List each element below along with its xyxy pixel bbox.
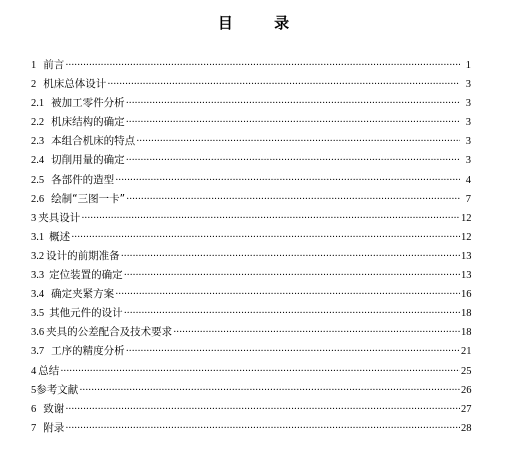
toc-entry-leader (124, 304, 460, 323)
toc-entry-page: 26 (461, 384, 472, 396)
toc-entry-number: 3.2 (31, 250, 45, 262)
toc-entry-page: 3 (465, 98, 471, 110)
toc-entry-label: 总结 (38, 364, 60, 377)
toc-entry-number: 2.4 (31, 155, 45, 167)
toc-entry-leader (115, 171, 460, 190)
toc-entry-3[interactable] (31, 209, 471, 228)
toc-entry-page: 28 (461, 422, 472, 434)
toc-entry-number: 5 (31, 384, 37, 396)
toc-entry-2-2[interactable] (31, 113, 471, 132)
toc-list (31, 56, 471, 438)
toc-entry-leader (65, 400, 460, 419)
toc-entry-label: 前言 (43, 59, 65, 71)
toc-entry-number: 2.1 (31, 98, 45, 110)
toc-entry-leader (60, 362, 460, 381)
toc-entry-2-6[interactable] (31, 190, 471, 209)
toc-entry-leader (126, 190, 460, 209)
toc-entry-leader (65, 56, 460, 75)
toc-entry-label: 定位装置的确定 (49, 269, 123, 282)
toc-entry-label: 各部件的造型 (51, 173, 115, 186)
toc-entry-leader (121, 247, 460, 266)
toc-entry-number: 7 (31, 422, 37, 434)
toc-entry-label: 确定夹紧方案 (51, 288, 115, 301)
toc-entry-label: 机床结构的确定 (51, 116, 125, 129)
toc-entry-page: 18 (461, 308, 472, 320)
toc-entry-leader (126, 113, 460, 132)
toc-entry-page: 16 (461, 289, 472, 301)
toc-entry-label: 切削用量的确定 (51, 154, 125, 167)
toc-entry-leader (81, 209, 460, 228)
toc-entry-6[interactable] (31, 400, 471, 419)
toc-entry-page: 27 (461, 403, 472, 415)
toc-entry-page: 3 (465, 136, 471, 148)
toc-entry-3-1[interactable] (31, 228, 471, 247)
toc-entry-number: 1 (31, 60, 37, 71)
toc-entry-number: 3.6 (31, 327, 45, 339)
toc-entry-label: 概述 (49, 230, 71, 243)
toc-entry-3-3[interactable] (31, 266, 471, 285)
toc-title: 目 录 (217, 14, 308, 32)
toc-entry-leader (126, 151, 460, 170)
toc-entry-number: 4 (31, 365, 37, 377)
toc-entry-3-4[interactable] (31, 285, 471, 304)
toc-entry-3-6[interactable] (31, 323, 471, 342)
toc-entry-page: 25 (461, 365, 472, 377)
toc-entry-3-2[interactable] (31, 247, 471, 266)
toc-entry-label: 被加工零件分析 (51, 97, 125, 110)
toc-entry-7[interactable] (31, 419, 471, 438)
toc-entry-leader (71, 228, 460, 247)
toc-entry-label: 本组合机床的特点 (51, 135, 136, 148)
toc-entry-2-5[interactable] (31, 171, 471, 190)
toc-entry-label: 夹具设计 (38, 211, 81, 224)
toc-entry-4[interactable] (31, 362, 471, 381)
toc-entry-5[interactable] (31, 381, 471, 400)
toc-entry-page: 13 (461, 270, 472, 282)
toc-entry-leader (136, 132, 460, 151)
toc-entry-page: 12 (461, 231, 472, 243)
toc-entry-label: 其他元件的设计 (49, 307, 123, 320)
toc-entry-2-3[interactable] (31, 132, 471, 151)
toc-entry-1[interactable] (31, 56, 471, 75)
toc-entry-leader (173, 323, 460, 342)
toc-entry-number: 3 (31, 212, 37, 224)
toc-entry-label: 参考文献 (36, 383, 79, 396)
toc-entry-label: 附录 (43, 421, 65, 434)
toc-entry-page: 3 (465, 155, 471, 167)
toc-entry-label: 夹具的公差配合及技术要求 (46, 326, 173, 339)
toc-entry-number: 2.5 (31, 174, 45, 186)
toc-entry-number: 3.3 (31, 270, 45, 282)
toc-entry-2[interactable] (31, 75, 471, 94)
toc-entry-number: 6 (31, 403, 37, 415)
toc-entry-page: 3 (465, 117, 471, 129)
toc-entry-2-1[interactable] (31, 94, 471, 113)
toc-entry-number: 2 (31, 79, 37, 91)
toc-entry-label: 工序的精度分析 (51, 345, 125, 358)
toc-entry-number: 3.7 (31, 346, 45, 358)
toc-entry-3-7[interactable] (31, 342, 471, 361)
toc-entry-page: 18 (461, 327, 472, 339)
toc-entry-label: 致谢 (43, 402, 65, 415)
toc-entry-leader (107, 75, 460, 94)
toc-entry-page: 1 (465, 60, 471, 71)
toc-entry-leader (115, 285, 460, 304)
toc-entry-number: 2.2 (31, 117, 45, 129)
toc-entry-page: 21 (461, 346, 472, 358)
toc-entry-number: 3.4 (31, 289, 45, 301)
toc-entry-page: 3 (465, 79, 471, 91)
toc-entry-label: 设计的前期准备 (46, 249, 120, 262)
toc-entry-label: 绘制“三图一卡” (51, 192, 126, 205)
toc-entry-number: 2.3 (31, 136, 45, 148)
toc-entry-page: 4 (465, 174, 471, 186)
toc-entry-leader (126, 94, 460, 113)
toc-entry-number: 3.5 (31, 308, 45, 320)
toc-entry-leader (126, 342, 460, 361)
toc-entry-3-5[interactable] (31, 304, 471, 323)
toc-entry-page: 13 (461, 250, 472, 262)
toc-entry-number: 3.1 (31, 231, 45, 243)
toc-entry-number: 2.6 (31, 193, 45, 205)
toc-entry-leader (124, 266, 460, 285)
toc-entry-2-4[interactable] (31, 151, 471, 170)
toc-entry-leader (65, 419, 460, 438)
toc-entry-page: 7 (465, 193, 471, 205)
toc-entry-leader (79, 381, 460, 400)
toc-entry-page: 12 (461, 212, 472, 224)
toc-entry-label: 机床总体设计 (43, 78, 107, 91)
